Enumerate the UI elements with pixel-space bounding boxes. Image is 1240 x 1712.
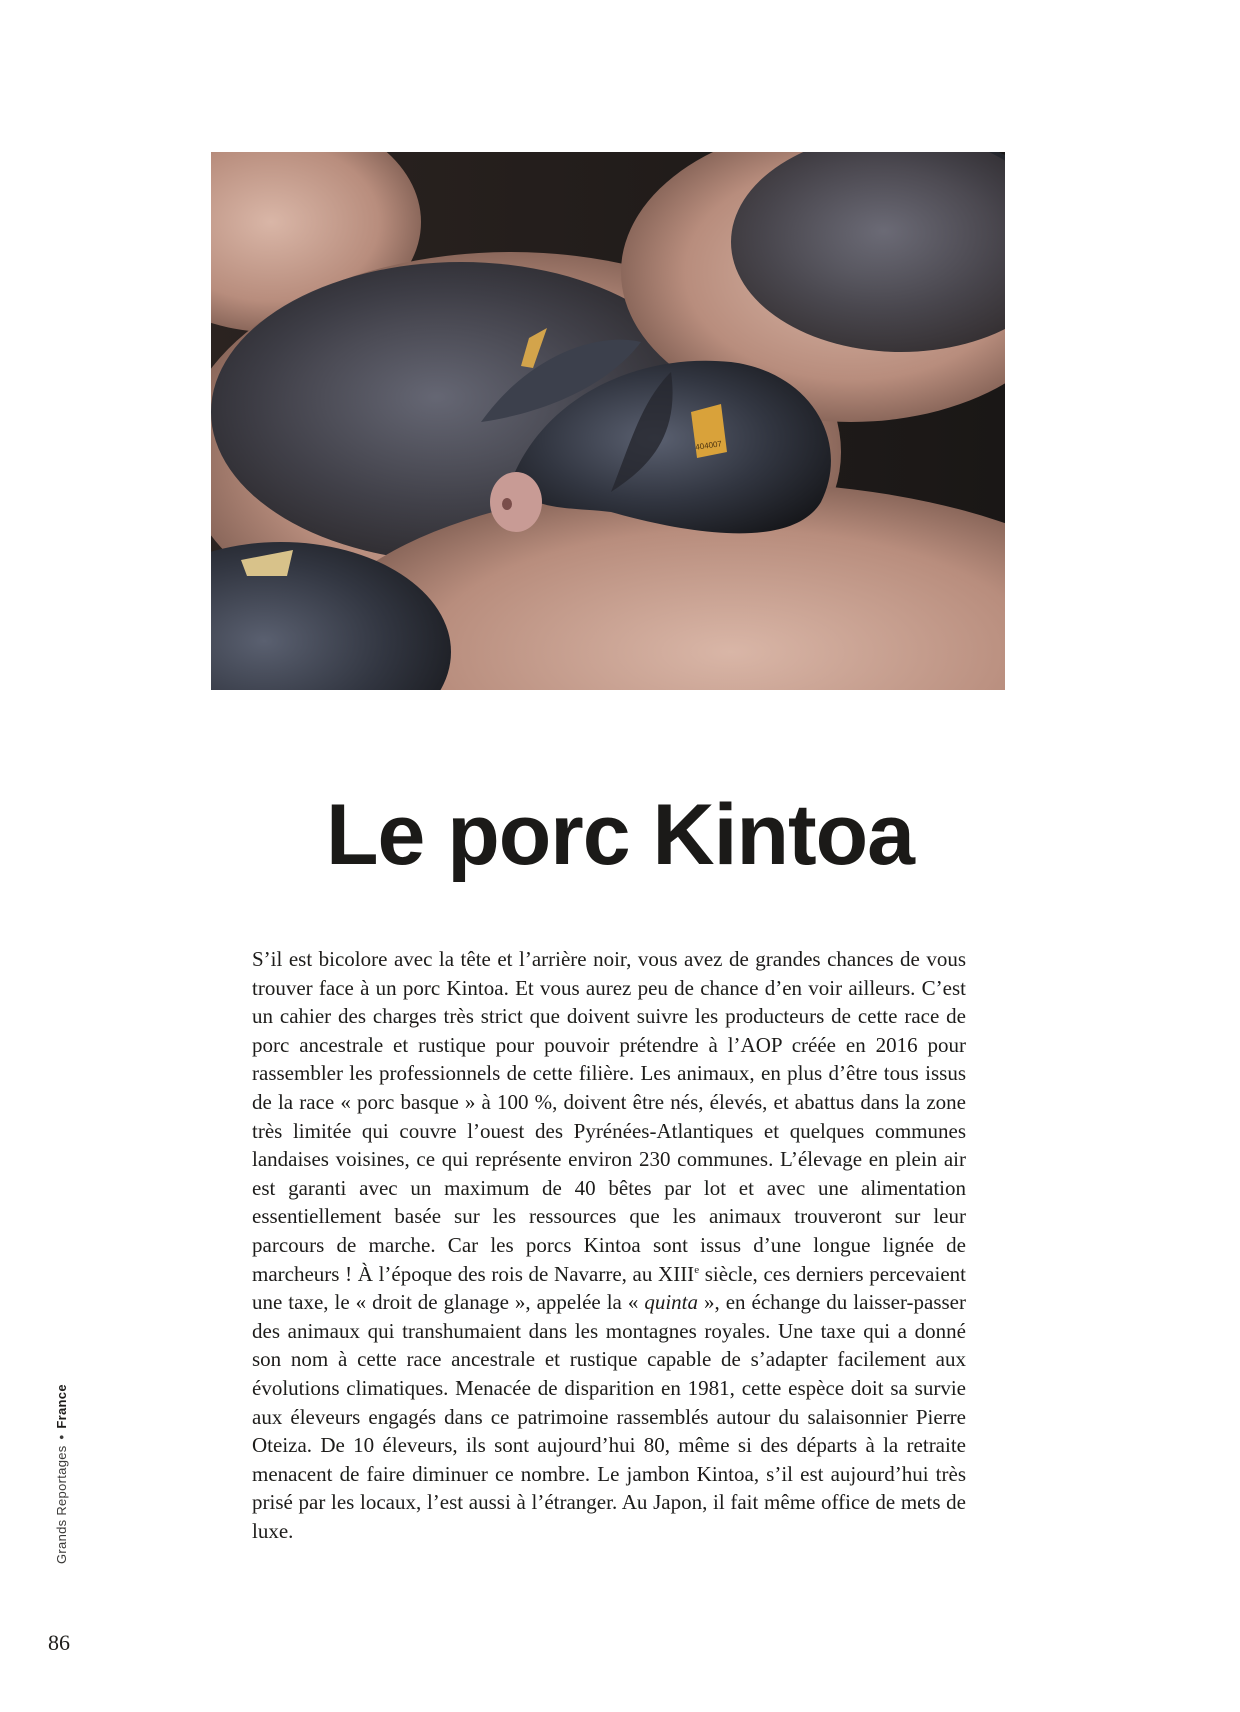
article-body-part2: siècle, ces derniers percevaient une taxe, le « droit de glanage », appelée la « — [252, 1261, 966, 1315]
pigs-photo-illustration — [211, 152, 1005, 690]
article-title: Le porc Kintoa — [325, 787, 915, 883]
page-number: 86 — [48, 1630, 70, 1655]
ear-tag-number: 404007 — [694, 439, 723, 452]
pigs-photo — [211, 152, 1005, 690]
century-superscript: e — [694, 1263, 700, 1276]
article-body-part1: S’il est bicolore avec la tête et l’arrière noir, vous avez de grandes chances de vous trouver face à un porc Kintoa. Et vous aurez peu de chance d’en voir ailleurs. C’est un cahier des charges très strict que doivent suivre les producteurs de cette race de porc ancestrale et rustique pour pouvoir prétendre à l’AOP créée en 2016 pour rassembler les professionnels de cette filière. Les animaux, en plus d’être tous issus de la race « porc basque » à 100 %, doivent être nés, élevés, et abattus dans la zone très limitée qui couvre l’ouest des Pyrénées-Atlantiques et quelques communes landaises voisines, ce qui représente environ 230 communes. L’élevage en plein air est garanti avec un maximum de 40 bêtes par lot et avec une alimentation essentiellement basée sur les ressources que les animaux trouveront sur leur parcours de marche. Car les porcs Kintoa sont issus d’une longue lignée de marcheurs ! À l’époque des rois de Navarre, au XIII — [252, 947, 966, 1286]
section-name: France — [54, 1384, 69, 1429]
article-body-part3: », en échange du laisser-passer des animaux qui transhumaient dans les montagnes royales. Une taxe qui a donné son nom à cette race ancestrale et rustique capable de s’adapter facilement aux évolutions climatiques. Menacée de disparition en 1981, cette espèce doit sa survie aux éleveurs engagés dans ce patrimoine rassemblés autour du salaisonnier Pierre Oteiza. De 10 éleveurs, ils sont aujourd’hui 80, même si des départs à la retraite menacent de faire diminuer ce nombre. Le jambon Kintoa, s’il est aujourd’hui très prisé par les locaux, l’est aussi à l’étranger. Au Japon, il fait même office de mets de luxe. — [252, 1290, 966, 1543]
footer-separator: • — [54, 1434, 69, 1440]
article-body — [252, 945, 966, 1545]
publication-name: Grands Reportages — [54, 1445, 69, 1564]
running-footer — [54, 1384, 69, 1564]
quinta-italic: quinta — [644, 1290, 699, 1315]
